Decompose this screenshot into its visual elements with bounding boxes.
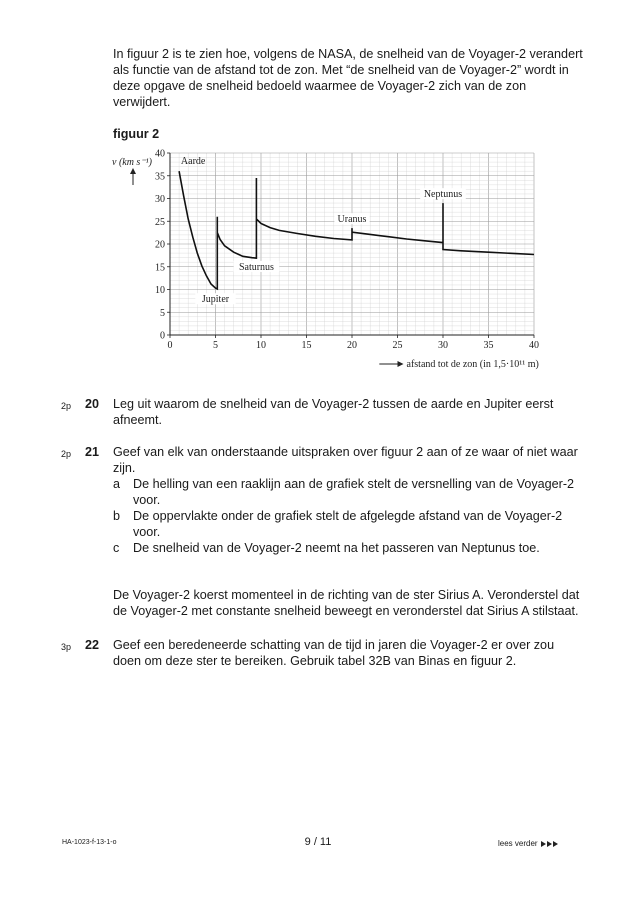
x-tick-label: 5 [213,340,218,351]
y-tick-label: 5 [160,307,165,319]
y-tick-label: 35 [155,171,165,183]
page-number: 9 / 11 [304,836,332,848]
question-number: 21 [85,445,100,459]
x-axis-arrowhead-icon [398,361,404,367]
question-text: Geef een beredeneerde schatting van de tijd in jaren die Voyager-2 er over zou doen om deze ster te bereiken. Gebruik tabel 32B van Binas en figuur 2. [113,638,555,668]
y-tick-label: 25 [155,216,165,228]
x-tick-label: 15 [301,340,312,351]
x-tick-label: 25 [392,340,403,351]
option-text: De snelheid van de Voyager-2 neemt na het passeren van Neptunus toe. [133,541,540,555]
y-axis-arrowhead-icon [130,168,136,174]
option-letter: a [113,477,121,491]
y-tick-label: 10 [155,285,165,296]
option-text: De helling van een raaklijn aan de grafiek stelt de versnelling van de Voyager-2 voor. [133,477,575,507]
x-tick-label: 10 [256,340,266,351]
option-letter: c [113,541,120,555]
next-page-hint [498,839,558,848]
arrow-right-icon [547,841,552,847]
question-points: 2p [61,401,72,411]
chart-ticks [155,149,539,352]
chart-labels [112,156,539,370]
question-21-options [113,476,583,556]
y-tick-label: 30 [155,194,165,205]
option-a [113,476,583,508]
question-number: 20 [85,397,100,411]
planet-annotation: Aarde [180,155,206,167]
arrow-right-icon [553,841,558,847]
x-tick-label: 35 [483,340,494,351]
option-letter: b [113,509,121,523]
exam-code: HA-1023-f-13-1-o [62,839,117,846]
figure-title: figuur 2 [113,127,160,141]
planet-annotation: Neptunus [423,189,463,201]
y-tick-label: 0 [160,330,165,342]
question-points: 3p [61,642,72,652]
y-tick-label: 20 [155,239,165,251]
y-tick-label: 15 [155,262,165,274]
y-axis-label: v (km s⁻¹) [112,157,152,168]
x-tick-label: 40 [529,340,539,351]
planet-annotation: Uranus [337,214,367,226]
question-number: 22 [85,638,100,652]
option-c [113,540,583,556]
option-text: De oppervlakte onder de grafiek stelt de afgelegde afstand van de Voyager-2 voor. [133,509,563,539]
planet-annotation: Jupiter [201,294,230,306]
x-tick-label: 30 [438,340,448,351]
x-tick-label: 0 [167,340,173,351]
velocity-distance-chart [100,145,560,375]
context-paragraph: De Voyager-2 koerst momenteel in de richting van de ster Sirius A. Veronderstel dat de Voyager-2 met constante snelheid beweegt en veronderstel dat Sirius A stilstaat. [113,588,580,618]
next-page-label: lees verder [498,839,538,848]
arrow-right-icon [541,841,546,847]
question-text: Leg uit waarom de snelheid van de Voyager-2 tussen de aarde en Jupiter eerst afneemt. [113,397,554,427]
x-tick-label: 20 [347,340,357,351]
planet-annotation: Saturnus [238,261,274,273]
intro-paragraph: In figuur 2 is te zien hoe, volgens de NASA, de snelheid van de Voyager-2 verandert als functie van de afstand tot de zon. Met “de snelheid van de Voyager-2” wordt in deze opgave de snelheid bedoeld waarmee de Voyager-2 zich van de zon verwijdert. [113,47,583,109]
question-text: Geef van elk van onderstaande uitspraken over figuur 2 aan of ze waar of niet waar zijn. [113,445,578,475]
option-b [113,508,583,540]
y-tick-label: 40 [155,148,165,160]
x-axis-label: afstand tot de zon (in 1,5·10¹¹ m) [406,359,539,370]
question-points: 2p [61,449,72,459]
chart-grid [170,153,534,335]
